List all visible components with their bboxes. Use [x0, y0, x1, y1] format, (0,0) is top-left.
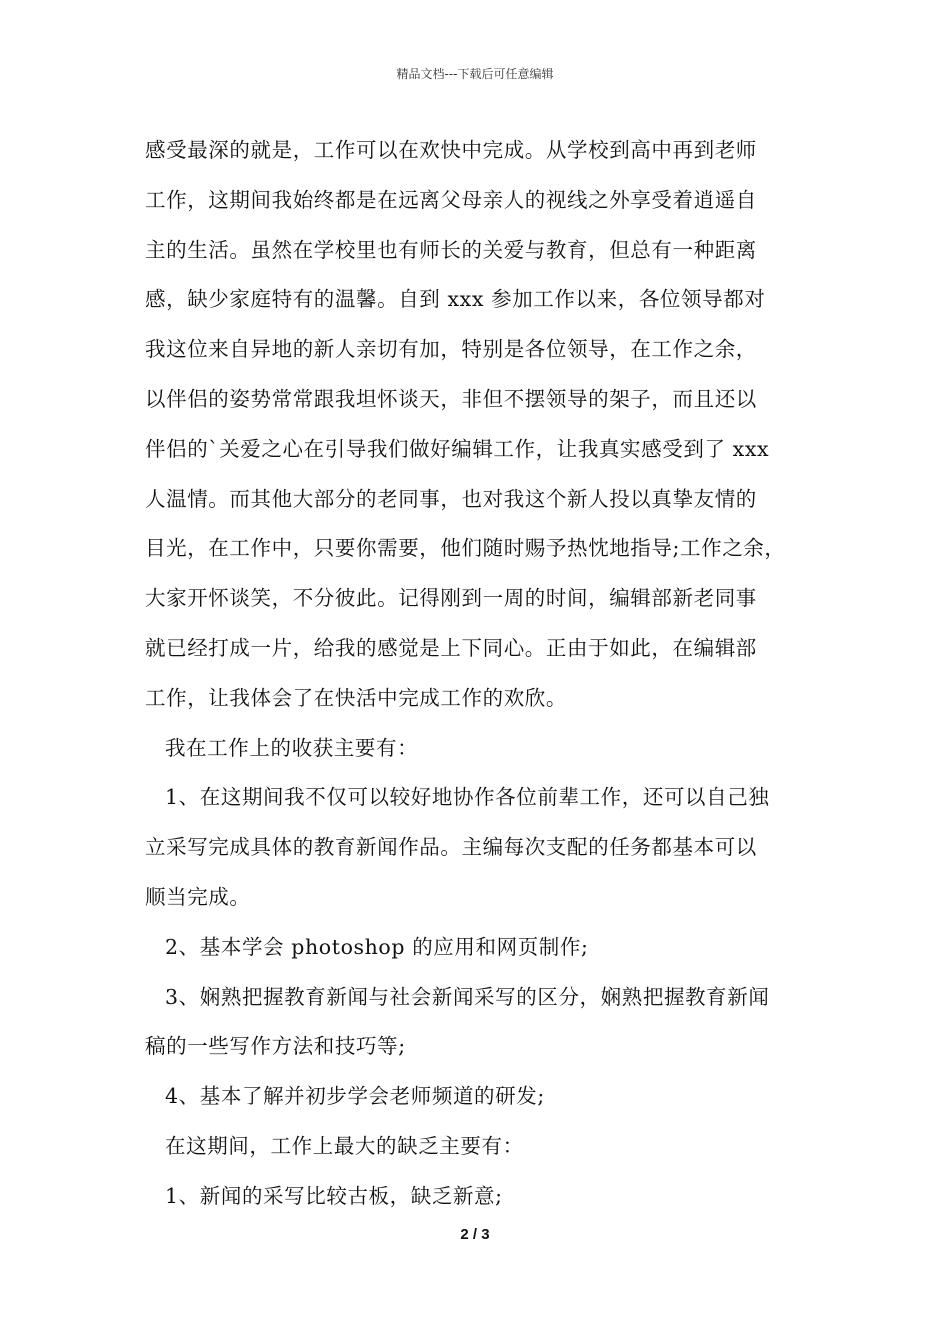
- text-line: 2、基本学会 photoshop 的应用和网页制作;: [165, 934, 589, 959]
- text-line: 感，缺少家庭特有的温馨。自到 xxx 参加工作以来，各位领导都对: [145, 287, 766, 312]
- text-line: 人温情。而其他大部分的老同事，也对我这个新人投以真挚友情的: [145, 486, 757, 511]
- text-line: 4、基本了解并初步学会老师频道的研发;: [165, 1084, 545, 1109]
- text-line: 在这期间，工作上最大的缺乏主要有：: [165, 1133, 524, 1158]
- text-line: 伴侣的`关爱之心在引导我们做好编辑工作，让我真实感受到了 xxx: [145, 436, 770, 461]
- text-line: 顺当完成。: [145, 884, 251, 909]
- text-line: 立采写完成具体的教育新闻作品。主编每次支配的任务都基本可以: [145, 835, 757, 860]
- text-line: 就已经打成一片，给我的感觉是上下同心。正由于如此，在编辑部: [145, 635, 757, 660]
- text-line: 目光，在工作中，只要你需要，他们随时赐予热忱地指导;工作之余，: [145, 536, 786, 561]
- text-line: 大家开怀谈笑，不分彼此。记得刚到一周的时间，编辑部新老同事: [145, 586, 757, 611]
- text-line: 感受最深的就是，工作可以在欢快中完成。从学校到高中再到老师: [145, 138, 757, 162]
- text-line: 1、新闻的采写比较古板，缺乏新意;: [165, 1183, 503, 1208]
- page-number: 2 / 3: [460, 1226, 490, 1243]
- text-line: 1、在这期间我不仅可以较好地协作各位前辈工作，还可以自己独: [165, 785, 770, 810]
- document-body: [145, 126, 810, 1222]
- text-line: 工作，这期间我始终都是在远离父母亲人的视线之外享受着逍遥自: [145, 187, 757, 212]
- text-line: 以伴侣的姿势常常跟我坦怀谈天，非但不摆领导的架子，而且还以: [145, 386, 757, 411]
- text-line: 3、娴熟把握教育新闻与社会新闻采写的区分，娴熟把握教育新闻: [165, 984, 770, 1009]
- text-line: 我在工作上的收获主要有：: [165, 735, 419, 760]
- page-header: 精品文档---下载后可任意编辑: [396, 67, 554, 81]
- text-line: 工作，让我体会了在快活中完成工作的欢欣。: [145, 685, 567, 710]
- text-line: 稿的一些写作方法和技巧等;: [145, 1034, 406, 1059]
- text-line: 我这位来自异地的新人亲切有加，特别是各位领导，在工作之余，: [145, 337, 757, 362]
- text-line: 主的生活。虽然在学校里也有师长的关爱与教育，但总有一种距离: [145, 237, 757, 262]
